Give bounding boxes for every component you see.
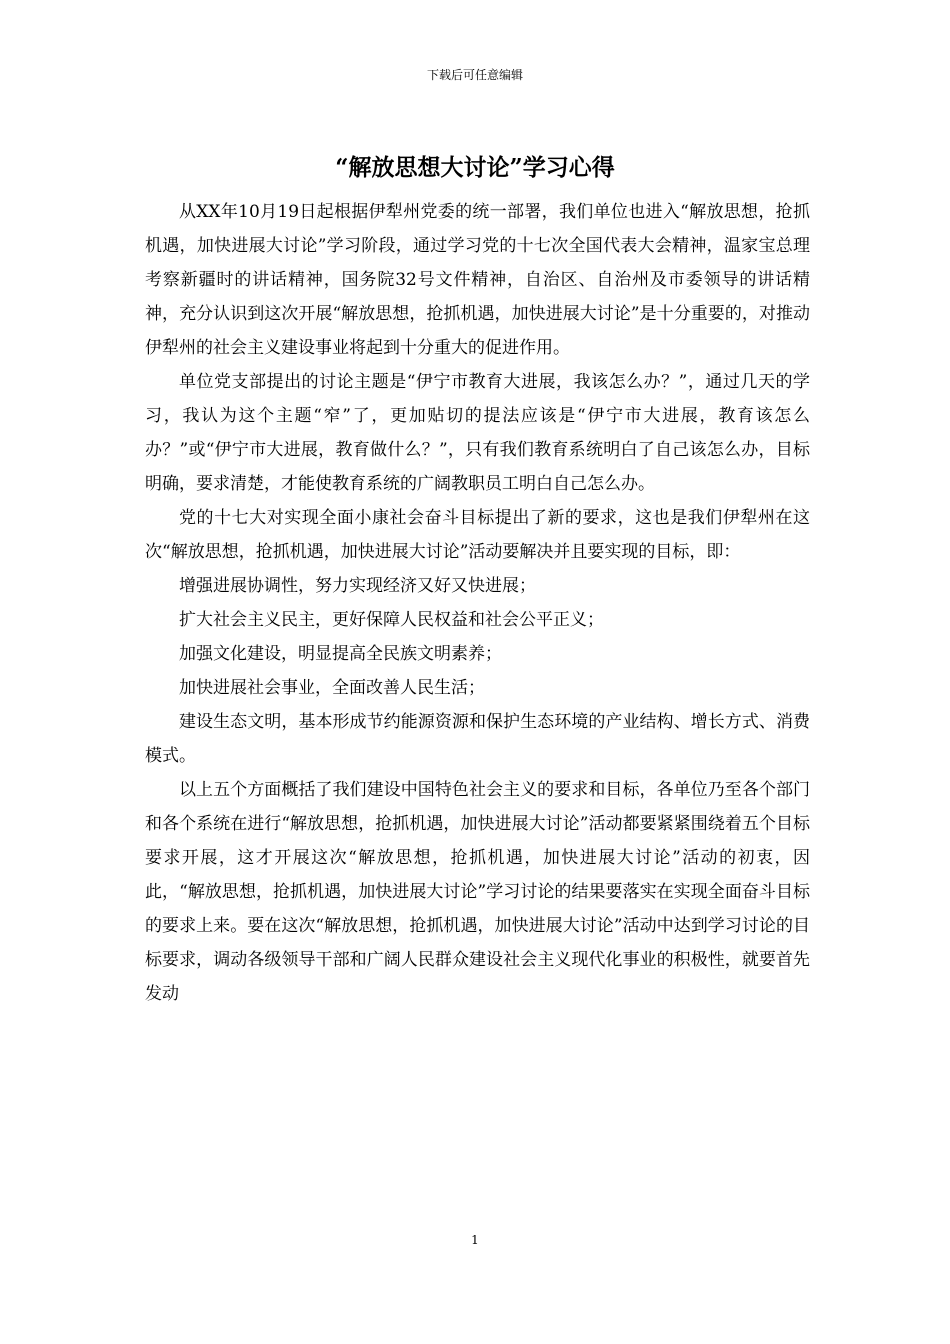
paragraph-2: 单位党支部提出的讨论主题是“伊宁市教育大进展，我该怎么办？”，通过几天的学习，我认为这个主题“窄”了，更加贴切的提法应该是“伊宁市大进展，教育该怎么办？”或“伊宁市大进展，教育做什么？”，只有我们教育系统明白了自己该怎么办，目标明确，要求清楚，才能使教育系统的广阔教职员工明白自己怎么办。	[145, 372, 810, 494]
goal-item-3: 加强文化建设，明显提高全民族文明素养；	[179, 644, 502, 664]
goal-item-4: 加快进展社会事业，全面改善人民生活；	[179, 678, 485, 698]
paragraph-4: 以上五个方面概括了我们建设中国特色社会主义的要求和目标，各单位乃至各个部门和各个系统在进行“解放思想，抢抓机遇，加快进展大讨论”活动都要紧紧围绕着五个目标要求开展，这才开展这次“解放思想，抢抓机遇，加快进展大讨论”活动的初衷，因此，“解放思想，抢抓机遇，加快进展大讨论”学习讨论的结果要落实在实现全面奋斗目标的要求上来。要在这次“解放思想，抢抓机遇，加快进展大讨论”活动中达到学习讨论的目标要求，调动各级领导干部和广阔人民群众建设社会主义现代化事业的积极性，就要首先发动	[145, 780, 810, 1004]
paragraph-3: 党的十七大对实现全面小康社会奋斗目标提出了新的要求，这也是我们伊犁州在这次“解放思想，抢抓机遇，加快进展大讨论”活动要解决并且要实现的目标，即：	[145, 508, 810, 562]
paragraph-1: 从XX年10月19日起根据伊犁州党委的统一部署，我们单位也进入“解放思想，抢抓机遇，加快进展大讨论”学习阶段，通过学习党的十七次全国代表大会精神，温家宝总理考察新疆时的讲话精神，国务院32号文件精神，自治区、自治州及市委领导的讲话精神，充分认识到这次开展“解放思想，抢抓机遇，加快进展大讨论”是十分重要的，对推动伊犁州的社会主义建设事业将起到十分重大的促进作用。	[145, 202, 810, 358]
page-header: 下载后可任意编辑	[426, 68, 523, 82]
document-body	[145, 195, 810, 1011]
goal-item-2: 扩大社会主义民主，更好保障人民权益和社会公平正义；	[179, 610, 604, 630]
page-number: 1	[471, 1233, 479, 1247]
goal-item-5: 建设生态文明，基本形成节约能源资源和保护生态环境的产业结构、增长方式、消费模式。	[145, 712, 810, 766]
document-title: “解放思想大讨论”学习心得	[335, 154, 615, 181]
goal-item-1: 增强进展协调性，努力实现经济又好又快进展；	[179, 576, 536, 596]
